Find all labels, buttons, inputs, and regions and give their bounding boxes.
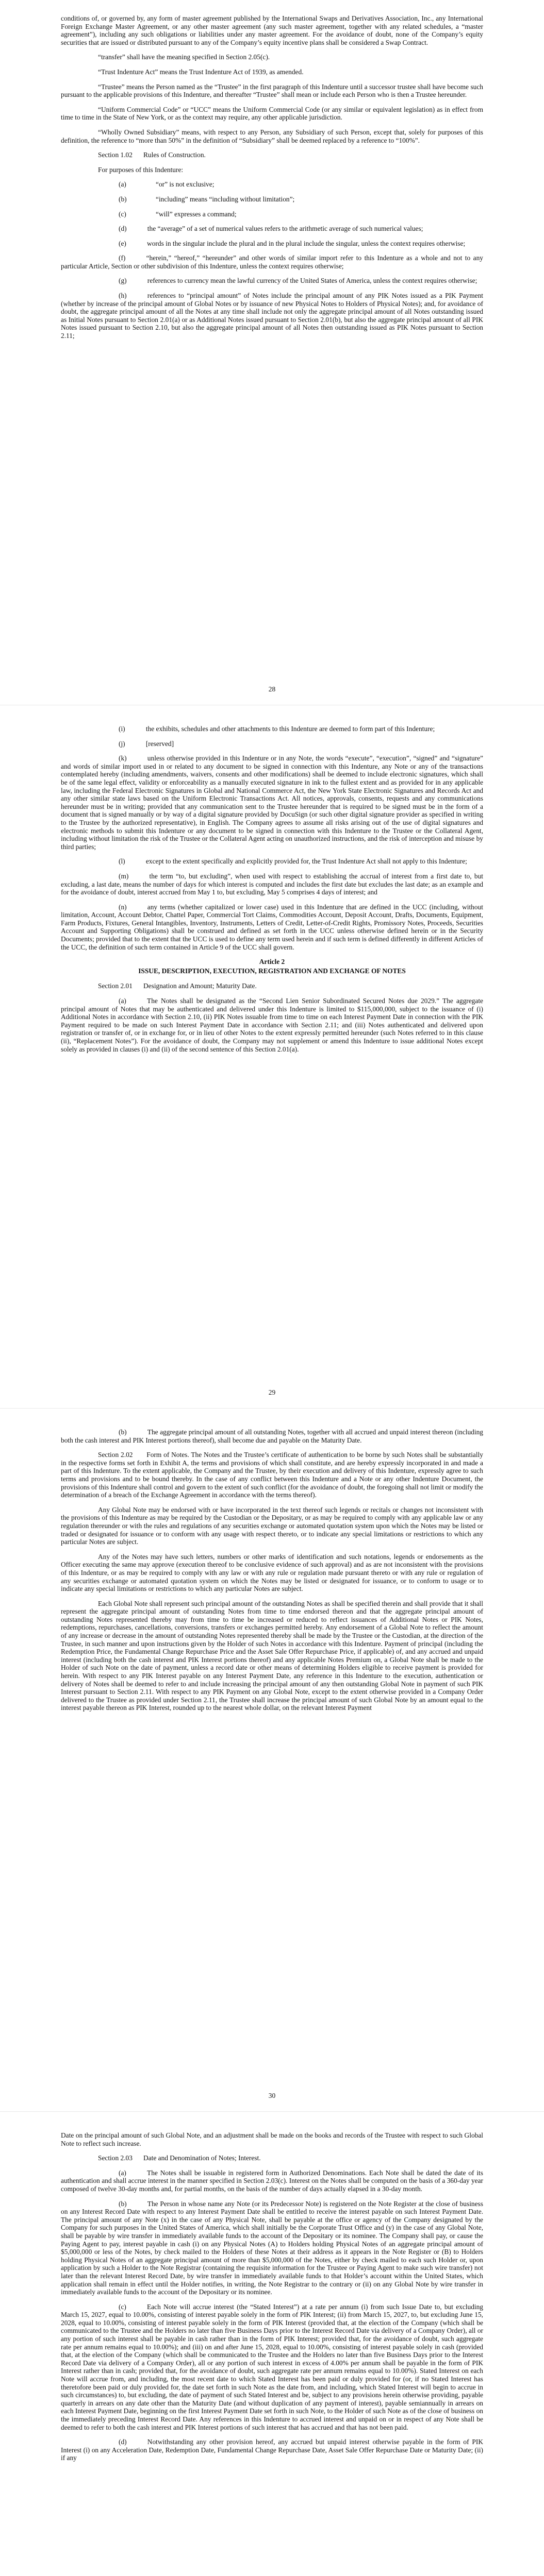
section-number: Section 2.02 bbox=[98, 1451, 133, 1459]
item-label: (b) bbox=[119, 2199, 127, 2208]
item-text: [reserved] bbox=[145, 739, 174, 748]
item-text: except to the extent specifically and explicitly provided for, the Trust Indenture Act shall not apply to this Indenture; bbox=[145, 857, 467, 866]
document-page-30 bbox=[0, 1409, 544, 2111]
section-number: Section 2.03 bbox=[98, 2154, 133, 2162]
item-label: (a) bbox=[119, 180, 126, 189]
item-text: references to “principal amount” of Notes include the principal amount of any PIK Notes issued as a PIK Payment (whether by increase of the principal amount of Global Notes or by issuance of new Physical Notes to Holders of Physical Notes); and, for avoidance of doubt, the aggregate principal amount of all the Notes at any time shall include not only the aggregate principal amount of all Notes outstanding issued as Initial Notes pursuant to Section 2.01(a) or as Additional Notes issued pursuant to Section 2.01(b), but also the aggregate principal amount of all PIK Notes issued pursuant to Section 2.10, but also the aggregate principal amount of all Notes then outstanding issued as PIK Notes pursuant to Section 2.11; bbox=[61, 292, 483, 340]
item-label: (c) bbox=[119, 210, 126, 218]
item-label: (h) bbox=[119, 292, 127, 300]
item-label: (a) bbox=[119, 2168, 126, 2177]
page-number: 28 bbox=[268, 685, 276, 693]
page-number: 30 bbox=[268, 2092, 276, 2100]
list-item bbox=[61, 997, 483, 1053]
list-item bbox=[61, 195, 483, 204]
definition-transfer: “transfer” shall have the meaning specified in Section 2.05(c). bbox=[98, 53, 270, 61]
item-label: (g) bbox=[119, 277, 127, 285]
item-label: (b) bbox=[119, 1428, 127, 1436]
section-title: Date and Denomination of Notes; Interest. bbox=[143, 2154, 261, 2162]
list-item bbox=[61, 872, 483, 896]
item-label: (f) bbox=[119, 254, 126, 262]
section-heading-1-02 bbox=[61, 151, 483, 159]
paragraph-continuation: Date on the principal amount of such Global Note, and an adjustment shall be made on the books and records of the Trustee with respect to such Global Note to reflect such increase. bbox=[61, 2131, 483, 2147]
item-text: The aggregate principal amount of all outstanding Notes, together with all accrued and unpaid interest thereon (including both the cash interest and PIK Interest portions thereof), shall become due and payable on the Maturity Date. bbox=[61, 1428, 483, 1444]
section-title: Designation and Amount; Maturity Date. bbox=[143, 982, 257, 990]
item-text: any terms (whether capitalized or lower case) used in this Indenture that are defined in the UCC (including, without limitation, Account, Account Debtor, Chattel Paper, Commercial Tort Claims, Commodities Account, Deposit Account, Drafts, Documents, Equipment, Farm Products, Fixtures, General Intangibles, Inventory, Instruments, Letters of Credit, Letter-of-Credit Rights, Promissory Notes, Proceeds, Securities Account and Supporting Obligations) shall be construed and defined as set forth in the UCC unless otherwise defined herein or in the Security Documents; provided that to the extent that the UCC is used to define any term used herein and if such term is defined differently in different Articles of the UCC, the definition of such term contained in Article 9 of the UCC shall govern. bbox=[61, 903, 483, 951]
item-label: (k) bbox=[119, 754, 127, 762]
list-item bbox=[61, 254, 483, 270]
item-text: Each Note will accrue interest (the “Stated Interest”) at a rate per annum (i) from such Issue Date to, but excluding March 15, 2027, equal to 10.00%, consisting of interest payable solely in the form of PIK Interest; (ii) from March 15, 2027, to, but excluding June 15, 2028, equal to 10.00%, consisting of interest payable solely in the form of PIK Interest (provided that, at the election of the Company (which shall be communicated to the Trustee and the Holders no later than five Business Days prior to the Interest Record Date via delivery of a Company Order), all or any portion of such interest shall be payable in cash rather than in the form of PIK Interest; provided that, for the avoidance of doubt, such aggregate rate per annum remains equal to 10.00%); and (iii) on and after June 15, 2028, equal to 10.00%, consisting of interest payable solely in cash (provided that, at the election of the Company (which shall be communicated to the Trustee and the Holders no later than five Business Days prior to the Interest Record Date via delivery of a Company Order), all or any portion of such interest in excess of 4.00% per annum shall be payable in the form of PIK Interest rather than in cash; provided that, for the avoidance of doubt, such aggregate rate per annum remains equal to 10.00%). Stated Interest on each Note will accrue from, and including, the most recent date to which Stated Interest has been paid or duly provided for (or, if no Stated Interest has theretofore been paid or duly provided for, the date set forth in such Note as the date from, and including, which Stated Interest will begin to accrue in such circumstances) to, but excluding, the date of payment of such Stated Interest and be, subject to any provisions herein otherwise providing, payable quarterly in arrears on any date other than the Maturity Date (and without duplication of any payment of interest), payable semiannually in arrears on each Interest Payment Date, beginning on the first Interest Payment Date set forth in such Note, to the Holder of such Note as of the close of business on the immediately preceding Interest Record Date. Any references in this Indenture to accrued interest and unpaid on or in respect of any Note shall be deemed to refer to both the cash interest and PIK Interest portions of such interest that has accrued and that has not been paid. bbox=[61, 2302, 483, 2431]
item-text: “herein,” “hereof,” “hereunder” and other words of similar import refer to this Indenture as a whole and not to any particular Article, Section or other subdivision of this Indenture, unless the context requires otherwise; bbox=[61, 254, 483, 270]
item-label: (e) bbox=[119, 239, 126, 247]
section-text: Form of Notes. The Notes and the Trustee’s certificate of authentication to be borne by such Notes shall be substantially in the respective forms set forth in Exhibit A, the terms and provisions of which shall constitute, and are hereby expressly incorporated in and made a part of this Indenture. To the extent applicable, the Company and the Trustee, by their execution and delivery of this Indenture, expressly agree to such terms and provisions and to be bound thereby. In the case of any conflict between this Indenture and a Note or any other Indenture Document, the provisions of this Indenture shall control and govern to the extent of such conflict (for the avoidance of doubt, the foregoing shall not limit or modify the determination of a breach of the Exchange Agreement in accordance with the terms thereof). bbox=[61, 1451, 484, 1499]
article-number: Article 2 bbox=[259, 958, 285, 966]
item-label: (i) bbox=[119, 725, 125, 733]
paragraph: Each Global Note shall represent such principal amount of the outstanding Notes as shall be specified therein and shall provide that it shall represent the aggregate principal amount of outstanding Notes from time to time endorsed thereon and that the aggregate principal amount of outstanding Notes represented thereby may from time to time be increased or reduced to reflect issuances of Additional Notes or PIK Notes, redemptions, repurchases, cancellations, conversions, transfers or exchanges permitted hereby. Any endorsement of a Global Note to reflect the amount of any increase or decrease in the amount of outstanding Notes represented thereby shall be made by the Trustee or the Custodian, at the direction of the Trustee, in such manner and upon instructions given by the Holder of such Notes in accordance with this Indenture. Payment of principal (including the Redemption Price, the Fundamental Change Repurchase Price and the Asset Sale Offer Repurchase Price, if applicable) of, and any accrued and unpaid interest (including both the cash interest and PIK Interest portions thereof) and any applicable Notes Premium on, a Global Note shall be made to the Holder of such Note on the date of payment, unless a record date or other means of determining Holders eligible to receive payment is provided for herein. With respect to any PIK Interest payable on any Interest Payment Date, any reference in this Indenture to the execution, authentication or delivery of Notes shall be deemed to refer to and include increasing the principal amount of any then outstanding Global Note in payment of such PIK Interest pursuant to Section 2.11. With respect to any PIK Payment on any Global Note, except to the extent otherwise provided in a Company Order delivered to the Trustee as provided under Section 2.11, the Trustee shall increase the principal amount of such Global Note by an amount equal to the interest payable thereon as PIK Interest, rounded up to the nearest whole dollar, on the relevant Interest Payment bbox=[61, 1599, 483, 1712]
section-number: Section 1.02 bbox=[98, 151, 133, 159]
section-title: Rules of Construction. bbox=[143, 151, 206, 159]
item-text: Notwithstanding any other provision hereof, any accrued but unpaid interest otherwise payable in the form of PIK Interest (i) on any Acceleration Date, Redemption Date, Fundamental Change Repurchase Date, Asset Sale Offer Repurchase Date or Maturity Date; (ii) if any bbox=[61, 2438, 483, 2462]
definition-wholly-owned-subsidiary: “Wholly Owned Subsidiary” means, with respect to any Person, any Subsidiary of such Person, except that, solely for purposes of this definition, the reference to “more than 50%” in the definition of “Subsidiary” shall be deemed replaced by a reference to “100%”. bbox=[61, 128, 483, 144]
list-item bbox=[61, 277, 483, 285]
section-heading-2-02 bbox=[61, 1451, 483, 1499]
section-number: Section 2.01 bbox=[98, 982, 133, 990]
definition-trust-indenture-act: “Trust Indenture Act” means the Trust Indenture Act of 1939, as amended. bbox=[98, 67, 304, 76]
list-item bbox=[61, 725, 483, 733]
item-text: words in the singular include the plural and in the plural include the singular, unless the context requires otherwise; bbox=[147, 239, 466, 247]
paragraph: Any Global Note may be endorsed with or have incorporated in the text thereof such legends or recitals or changes not inconsistent with the provisions of this Indenture as may be required by the Custodian or the Depositary, or as may be required to comply with any applicable law or any regulation thereunder or with the rules and regulations of any securities exchange or automated quotation system upon which the Notes may be listed or traded or designated for issuance or to conform with any usage with respect thereto, or to indicate any special limitations or restrictions to which any particular Notes are subject. bbox=[61, 1505, 483, 1546]
list-item bbox=[61, 754, 483, 851]
item-label: (d) bbox=[119, 225, 127, 233]
list-item bbox=[61, 903, 483, 952]
definition-uniform-commercial-code: “Uniform Commercial Code” or “UCC” means the Uniform Commercial Code (or any similar or equivalent legislation) as in effect from time to time in the State of New York, or as the context may require, any other applicable jurisdiction. bbox=[61, 105, 483, 122]
item-text: unless otherwise provided in this Indenture or in any Note, the words “execute”, “execution”, “signed” and “signature” and words of similar import used in or related to any document to be signed in connection with this Indenture, any Note or any of the transactions contemplated hereby (including amendments, waivers, consents and other modifications) shall be deemed to include electronic signatures, which shall be of the same legal effect, validity or enforceability as a manually executed signature in ink to the fullest extent and as provided for in any applicable law, including the Federal Electronic Signatures in Global and National Commerce Act, the New York State Electronic Signatures and Records Act and any other similar state laws based on the Uniform Electronic Transactions Act. All notices, approvals, consents, requests and any communications hereunder must be in writing; provided that any communication sent to the Trustee hereunder that is required to be signed must be in the form of a document that is signed manually or by way of a digital signature provided by DocuSign (or such other digital signature provider as specified in writing to the Trustee by the authorized representative), in English. The Company agrees to assume all risks arising out of the use of digital signatures and electronic methods to submit this Indenture or any document to be signed in connection with this Indenture to the Trustee or the Collateral Agent, including without limitation the risk of the Trustee or the Collateral Agent acting on unauthorized instructions, and the risk of interception and misuse by third parties; bbox=[61, 754, 483, 851]
item-text: the exhibits, schedules and other attachments to this Indenture are deemed to form part of this Indenture; bbox=[145, 725, 435, 733]
list-item bbox=[61, 2438, 483, 2462]
item-text: The Notes shall be designated as the “Second Lien Senior Subordinated Secured Notes due 2029.” The aggregate principal amount of Notes that may be authenticated and delivered under this Indenture is limited to $115,000,000, subject to the issuance of (i) Additional Notes in accordance with Section 2.10, (ii) PIK Notes issuable from time to time on each Interest Payment Date in connection with the PIK Payment required to be made on such Interest Payment Date in accordance with Section 2.11; and (iii) Notes authenticated and delivered upon registration or transfer of, or in exchange for, or in lieu of other Notes to the extent expressly permitted hereunder (such Notes referred to in this clause (ii), “Replacement Notes”). For the avoidance of doubt, the Company may not supplement or amend this Indenture to issue additional Notes except solely as provided in clauses (i) and (ii) of the second sentence of this Section 2.01(a). bbox=[61, 997, 483, 1053]
item-text: the term “to, but excluding”, when used with respect to establishing the accrual of interest from a first date to, but excluding, a last date, means the number of days for which interest is computed and includes the first date but excludes the last date; as an example and for the avoidance of doubt, interest accrued from May 1 to, but excluding, May 5 comprises 4 days of interest; and bbox=[61, 872, 483, 896]
document-page-29 bbox=[0, 705, 544, 1408]
item-label: (m) bbox=[119, 872, 129, 880]
item-label: (a) bbox=[119, 997, 126, 1005]
item-text: the “average” of a set of numerical values refers to the arithmetic average of such numerical values; bbox=[147, 225, 423, 233]
item-label: (b) bbox=[119, 195, 127, 203]
item-text: “or” is not exclusive; bbox=[156, 180, 215, 189]
item-text: The Person in whose name any Note (or its Predecessor Note) is registered on the Note Register at the close of business on any Interest Record Date with respect to any Interest Payment Date shall be entitled to receive the interest payable on such Interest Payment Date. The principal amount of any Note (x) in the case of any Physical Note, shall be payable at the office or agency of the Company designated by the Company for such purposes in the United States of America, which shall initially be the Corporate Trust Office and (y) in the case of any Global Note, shall be payable by wire transfer in immediately available funds to the account of the Depositary or its nominee. The Company shall pay, or cause the Paying Agent to pay, interest payable in cash (i) on any Physical Notes (A) to Holders holding Physical Notes of an aggregate principal amount of $5,000,000 or less of the Notes, by check mailed to the Holders of these Notes at their address as it appears in the Note Register or (B) to Holders holding Physical Notes of an aggregate principal amount of more than $5,000,000 of the Notes, either by check mailed to each such Holder or, upon application by such a Holder to the Note Registrar (containing the requisite information for the Trustee or Paying Agent to make such wire transfer) not later than the relevant Interest Record Date, by wire transfer in immediately available funds to that Holder’s account within the United States, which application shall remain in effect until the Holder notifies, in writing, the Note Registrar to the contrary or (ii) on any Global Note by wire transfer in immediately available funds to the account of the Depositary or its nominee. bbox=[61, 2199, 483, 2296]
section-heading-2-03 bbox=[61, 2154, 483, 2162]
document-page-28 bbox=[0, 0, 544, 705]
page-number: 29 bbox=[268, 1388, 276, 1397]
section-intro: For purposes of this Indenture: bbox=[98, 165, 184, 174]
list-item bbox=[61, 857, 483, 866]
list-item bbox=[61, 1428, 483, 1444]
item-label: (d) bbox=[119, 2438, 127, 2446]
paragraph-swap-contract-tail: conditions of, or governed by, any form of master agreement published by the International Swaps and Derivatives Association, Inc., any International Foreign Exchange Master Agreement, or any other master agreement (any such master agreement, together with any related schedules, a “master agreement”), including any such obligations or liabilities under any master agreement. For the avoidance of doubt, none of the Company’s equity securities that are issued or distributed pursuant to any of the Company’s equity incentive plans shall be considered a Swap Contract. bbox=[61, 14, 483, 46]
list-item bbox=[61, 180, 483, 189]
list-item bbox=[61, 225, 483, 233]
document-page-31 bbox=[0, 2112, 544, 2576]
item-text: references to currency mean the lawful currency of the United States of America, unless the context requires otherwise; bbox=[147, 277, 477, 285]
list-item bbox=[61, 2169, 483, 2193]
paragraph: Any of the Notes may have such letters, numbers or other marks of identification and such notations, legends or endorsements as the Officer executing the same may approve (execution thereof to be conclusive evidence of such approval) and as are not inconsistent with the provisions of this Indenture, or as may be required to comply with any law or with any rule or regulation made pursuant thereto or with any rule or regulation of any securities exchange or automated quotation system on which the Notes may be listed or designated for issuance, or to conform to usage or to indicate any special limitations or restrictions to which any particular Notes are subject. bbox=[61, 1552, 483, 1593]
list-item bbox=[61, 2303, 483, 2432]
article-title: ISSUE, DESCRIPTION, EXECUTION, REGISTRATION AND EXCHANGE OF NOTES bbox=[138, 967, 406, 975]
item-label: (j) bbox=[119, 739, 125, 748]
item-label: (l) bbox=[119, 857, 125, 866]
definition-trustee: “Trustee” means the Person named as the “Trustee” in the first paragraph of this Indenture until a successor trustee shall have become such pursuant to the applicable provisions of this Indenture, and thereafter “Trustee” shall mean or include each Person who is then a Trustee hereunder. bbox=[61, 82, 483, 99]
item-text: “including” means “including without limitation”; bbox=[156, 195, 295, 203]
item-label: (n) bbox=[119, 903, 127, 911]
item-text: The Notes shall be issuable in registered form in Authorized Denominations. Each Note shall be dated the date of its authentication and shall accrue interest in the manner specified in Section 2.03(c). Interest on the Notes shall be computed on the basis of a 360-day year composed of twelve 30-day months and, for partial months, on the basis of the number of days actually elapsed in a 30-day month. bbox=[61, 2168, 483, 2193]
item-label: (c) bbox=[119, 2302, 126, 2311]
list-item bbox=[61, 740, 483, 748]
list-item bbox=[61, 292, 483, 340]
section-heading-2-01 bbox=[61, 982, 483, 990]
list-item bbox=[61, 2200, 483, 2296]
list-item bbox=[61, 240, 483, 248]
list-item bbox=[61, 210, 483, 218]
item-text: “will” expresses a command; bbox=[156, 210, 237, 218]
